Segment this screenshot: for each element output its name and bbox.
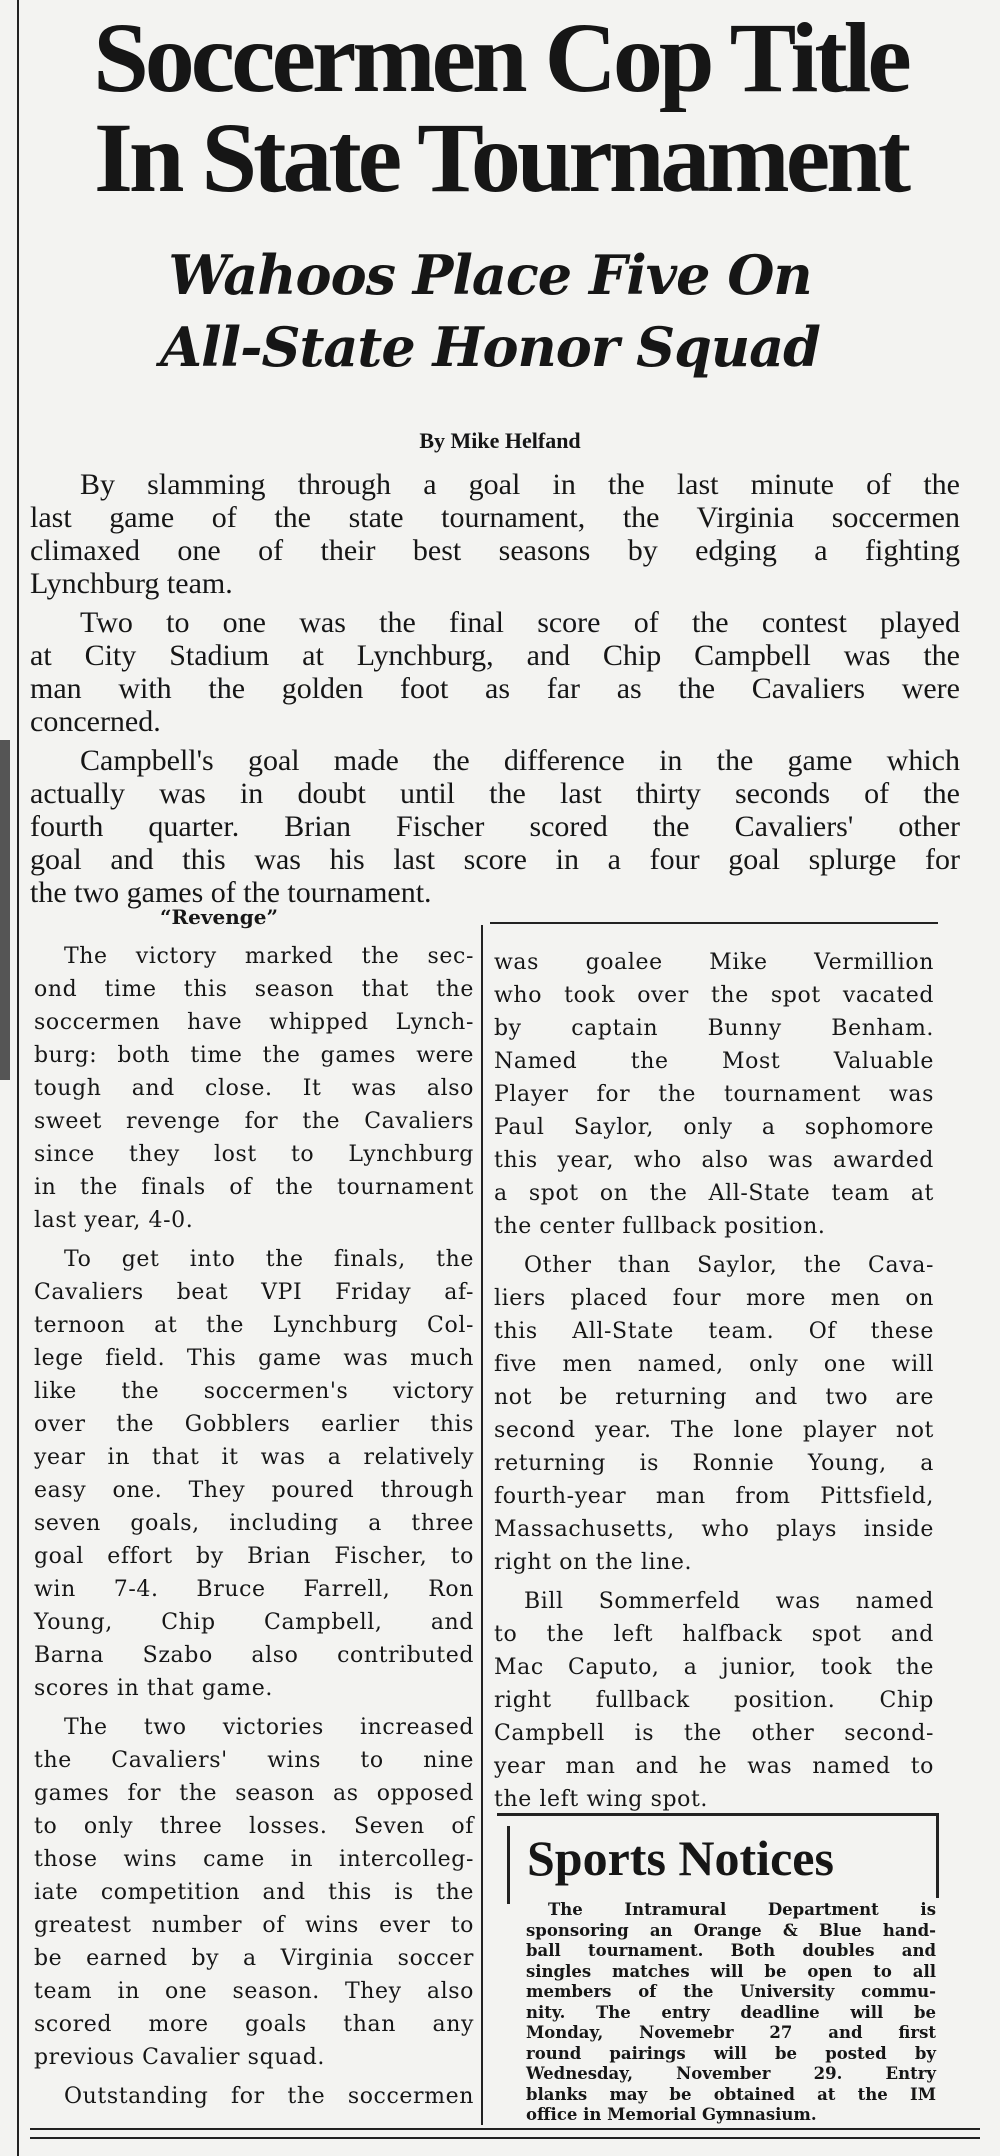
text-line: Bill Sommerfeld was named	[524, 1589, 934, 1614]
subheadline-line-2: All-State Honor Squad	[160, 315, 820, 379]
text-line: returning is Ronnie Young, a	[494, 1451, 934, 1476]
paragraph	[494, 946, 934, 1243]
text-line: lege field. This game was much	[34, 1346, 474, 1371]
column-divider	[481, 925, 483, 2125]
text-line: win 7-4. Bruce Farrell, Ron	[34, 1577, 474, 1602]
text-line: greatest number of wins ever to	[34, 1913, 474, 1938]
text-line: actually was in doubt until the last thirty seconds of the	[30, 777, 960, 810]
text-line: office in Memorial Gymnasium.	[526, 2105, 817, 2124]
text-line: in the finals of the tournament	[34, 1175, 474, 1200]
paragraph	[34, 2080, 474, 2113]
right-column-top-rule	[490, 922, 938, 924]
text-line: sweet revenge for the Cavaliers	[34, 1109, 474, 1134]
text-line: goal and this was his last score in a four goal splurge for	[30, 843, 960, 876]
right-column	[494, 946, 934, 1816]
text-line: singles matches will be open to all	[526, 1961, 936, 1981]
headline-line-1: Soccermen Cop Title	[93, 2, 908, 113]
text-line: fourth quarter. Brian Fischer scored the Cavaliers' other	[30, 810, 960, 843]
paragraph	[34, 1711, 474, 2074]
text-line: Lynchburg team.	[30, 567, 233, 600]
text-line: like the soccermen's victory	[34, 1379, 474, 1404]
paragraph	[34, 940, 474, 1237]
text-line: last year, 4-0.	[34, 1208, 194, 1233]
paragraph	[494, 1249, 934, 1579]
text-line: round pairings will be posted by	[526, 2043, 936, 2063]
text-line: team in one season. They also	[34, 1979, 474, 2004]
text-line: The Intramural Department is	[548, 1900, 936, 1919]
text-line: ond time this season that the	[34, 977, 474, 1002]
text-line: Outstanding for the soccermen	[64, 2084, 474, 2109]
left-column	[34, 940, 474, 2113]
bottom-rule-1	[30, 2128, 980, 2130]
paragraph	[34, 1243, 474, 1705]
text-line: To get into the finals, the	[64, 1247, 474, 1272]
text-line: previous Cavalier squad.	[34, 2045, 326, 2070]
text-line: was goalee Mike Vermillion	[494, 950, 934, 975]
text-line: right on the line.	[494, 1550, 693, 1575]
text-line: Player for the tournament was	[494, 1082, 934, 1107]
paragraph	[30, 606, 960, 738]
bottom-rule-2	[30, 2137, 980, 2139]
notices-box-left-rule	[507, 1826, 510, 1904]
text-line: the center fullback position.	[494, 1214, 826, 1239]
text-line: Named the Most Valuable	[494, 1049, 934, 1074]
paragraph	[30, 468, 960, 600]
text-line: be earned by a Virginia soccer	[34, 1946, 474, 1971]
text-line: scores in that game.	[34, 1676, 273, 1701]
paragraph	[494, 1585, 934, 1816]
text-line: a spot on the All-State team at	[494, 1181, 934, 1206]
paragraph	[526, 1900, 936, 2126]
text-line: tough and close. It was also	[34, 1076, 474, 1101]
subhead-revenge: “Revenge”	[160, 905, 278, 929]
text-line: burg: both time the games were	[34, 1043, 474, 1068]
text-line: by captain Bunny Benham.	[494, 1016, 934, 1041]
text-line: Paul Saylor, only a sophomore	[494, 1115, 934, 1140]
text-line: this All-State team. Of these	[494, 1319, 934, 1344]
text-line: The two victories increased	[64, 1715, 474, 1740]
text-line: The victory marked the sec-	[64, 944, 474, 969]
text-line: over the Gobblers earlier this	[34, 1412, 474, 1437]
text-line: Other than Saylor, the Cava-	[524, 1253, 934, 1278]
text-line: the left wing spot.	[494, 1787, 709, 1812]
text-line: sponsoring an Orange & Blue hand-	[526, 1920, 936, 1940]
text-line: right fullback position. Chip	[494, 1688, 934, 1713]
text-line: those wins came in intercolleg-	[34, 1847, 474, 1872]
text-line: year in that it was a relatively	[34, 1445, 474, 1470]
text-line: not be returning and two are	[494, 1385, 934, 1410]
text-line: seven goals, including a three	[34, 1511, 474, 1536]
text-line: By slamming through a goal in the last minute of the	[80, 468, 960, 501]
text-line: at City Stadium at Lynchburg, and Chip Campbell was the	[30, 639, 960, 672]
text-line: Young, Chip Campbell, and	[34, 1610, 474, 1635]
intro-paragraphs	[30, 468, 960, 909]
text-line: liers placed four more men on	[494, 1286, 934, 1311]
text-line: to the left halfback spot and	[494, 1622, 934, 1647]
paragraph	[30, 744, 960, 909]
text-line: year man and he was named to	[494, 1754, 934, 1779]
text-line: since they lost to Lynchburg	[34, 1142, 474, 1167]
text-line: scored more goals than any	[34, 2012, 474, 2037]
text-line: last game of the state tournament, the Virginia soccermen	[30, 501, 960, 534]
text-line: iate competition and this is the	[34, 1880, 474, 1905]
text-line: Monday, Novemebr 27 and first	[526, 2023, 936, 2042]
text-line: who took over the spot vacated	[494, 983, 934, 1008]
text-line: goal effort by Brian Fischer, to	[34, 1544, 474, 1569]
text-line: fourth-year man from Pittsfield,	[494, 1484, 934, 1509]
left-column-rule	[17, 0, 19, 2156]
text-line: climaxed one of their best seasons by edging a fighting	[30, 534, 960, 567]
text-line: Wednesday, November 29. Entry	[526, 2064, 936, 2083]
headline-line-2: In State Tournament	[93, 102, 908, 213]
byline: By Mike Helfand	[419, 428, 581, 453]
text-line: man with the golden foot as far as the Cavaliers were	[30, 672, 960, 705]
sports-notices-title: Sports Notices	[527, 1830, 834, 1886]
text-line: to only three losses. Seven of	[34, 1814, 474, 1839]
text-line: blanks may be obtained at the IM	[526, 2084, 936, 2104]
text-line: easy one. They poured through	[34, 1478, 474, 1503]
sports-notices-body	[526, 1900, 936, 2126]
text-line: five men named, only one will	[494, 1352, 934, 1377]
text-line: second year. The lone player not	[494, 1418, 934, 1443]
text-line: this year, who also was awarded	[494, 1148, 934, 1173]
text-line: members of the University commu-	[526, 1982, 936, 2001]
text-line: Campbell's goal made the difference in the game which	[80, 744, 960, 777]
text-line: concerned.	[30, 705, 161, 738]
text-line: the two games of the tournament.	[30, 876, 432, 909]
text-line: soccermen have whipped Lynch-	[34, 1010, 474, 1035]
text-line: Cavaliers beat VPI Friday af-	[34, 1280, 474, 1305]
text-line: Two to one was the final score of the contest played	[80, 606, 960, 639]
text-line: games for the season as opposed	[34, 1781, 474, 1806]
text-line: Campbell is the other second-	[494, 1721, 934, 1746]
adjacent-photo-edge	[0, 740, 10, 1080]
text-line: Massachusetts, who plays inside	[494, 1517, 934, 1542]
text-line: Mac Caputo, a junior, took the	[494, 1655, 934, 1680]
text-line: ball tournament. Both doubles and	[526, 1941, 936, 1960]
subheadline-line-1: Wahoos Place Five On	[168, 243, 812, 307]
text-line: the Cavaliers' wins to nine	[34, 1748, 474, 1773]
text-line: Barna Szabo also contributed	[34, 1643, 474, 1668]
notices-box-right-rule	[936, 1816, 939, 1898]
text-line: nity. The entry deadline will be	[526, 2002, 936, 2022]
text-line: ternoon at the Lynchburg Col-	[34, 1313, 474, 1338]
